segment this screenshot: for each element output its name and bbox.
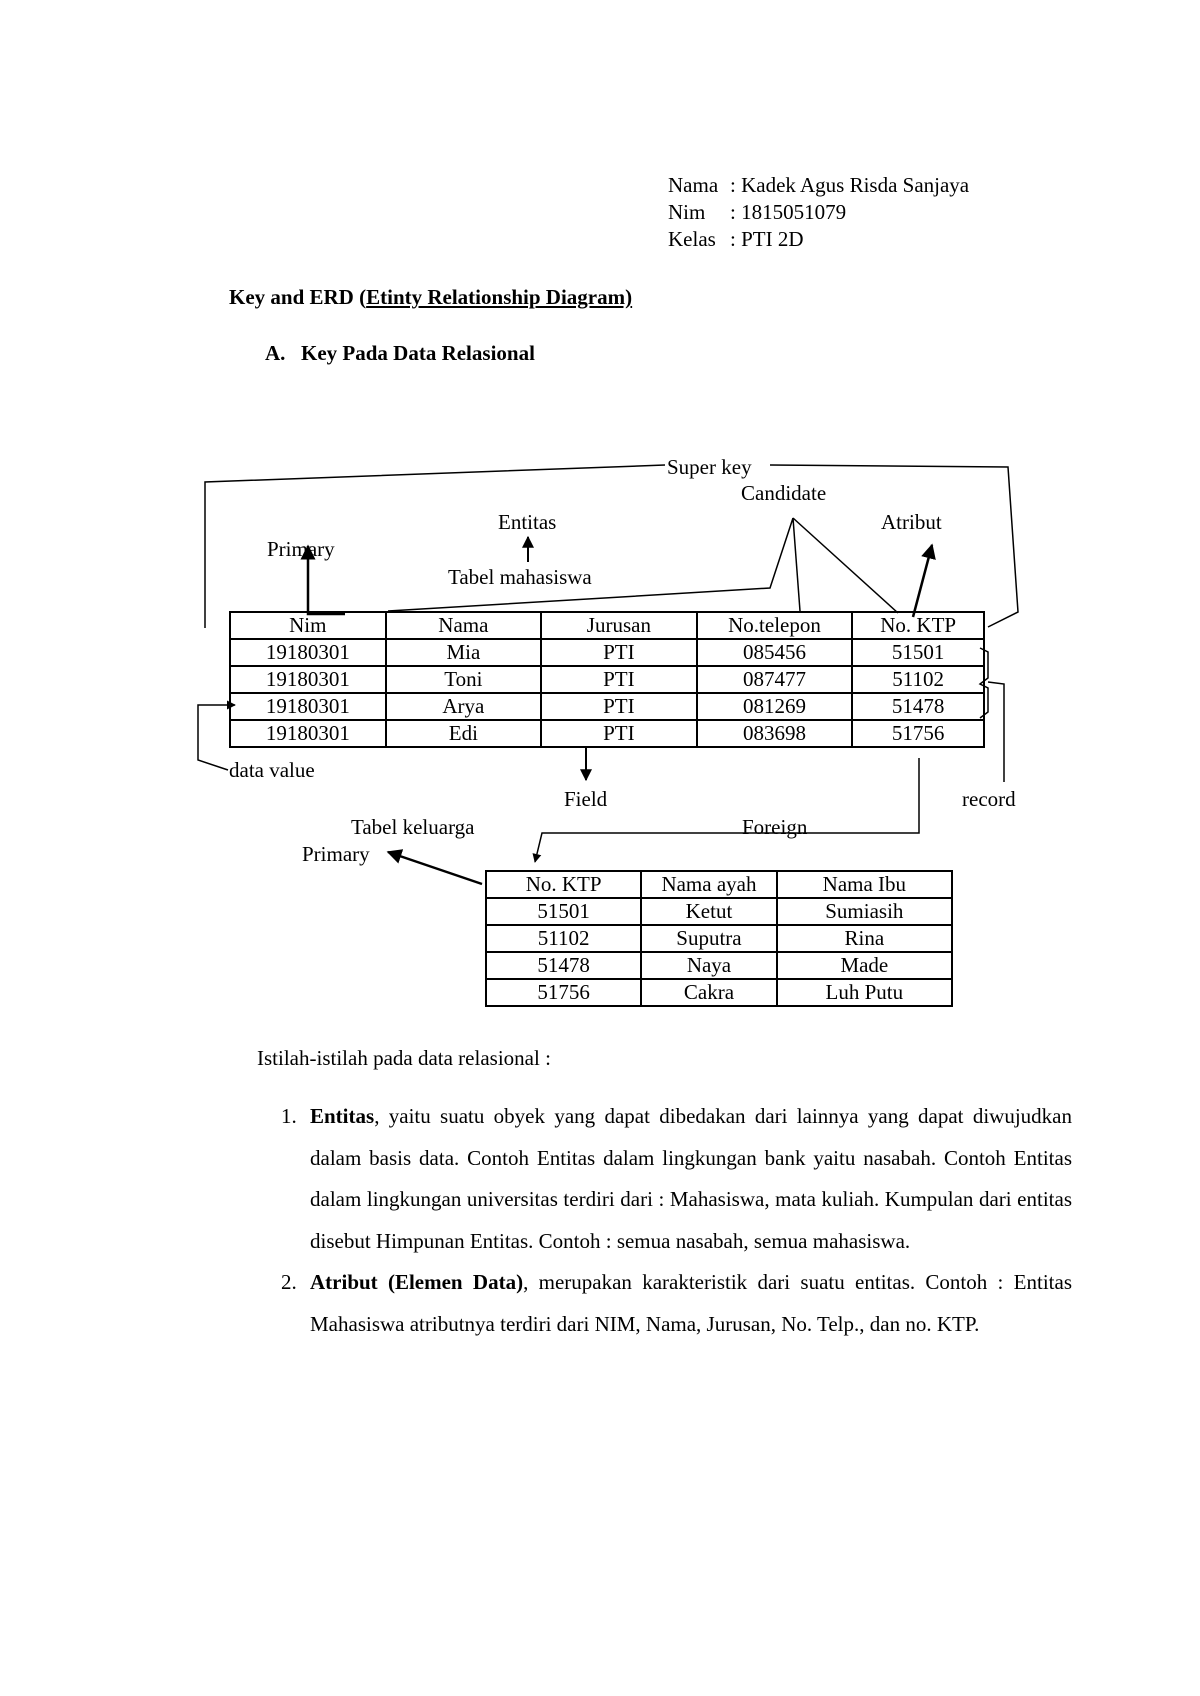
table-cell: Sumiasih	[777, 898, 952, 925]
table-cell: 51501	[486, 898, 641, 925]
intro-text: Istilah-istilah pada data relasional :	[257, 1046, 551, 1070]
field-label: Field	[564, 787, 608, 811]
foreign-label: Foreign	[742, 815, 808, 839]
table-cell: 51756	[852, 720, 984, 747]
table-row	[486, 952, 952, 979]
header-cell: No. KTP	[486, 871, 641, 898]
table-row	[230, 693, 984, 720]
table-cell: 51102	[852, 666, 984, 693]
term-name: Atribut (Elemen Data)	[310, 1270, 524, 1294]
table-cell: 51478	[852, 693, 984, 720]
table-cell: Ketut	[641, 898, 776, 925]
primary-top-label: Primary	[267, 537, 335, 561]
primary-bottom-label: Primary	[302, 842, 370, 866]
list-item	[302, 1096, 1072, 1262]
table-cell: Suputra	[641, 925, 776, 952]
list-item	[302, 1262, 1072, 1345]
section-a-text: Key Pada Data Relasional	[301, 341, 535, 365]
terms-list	[262, 1096, 1072, 1345]
table-cell: 081269	[697, 693, 853, 720]
tabel-keluarga-label: Tabel keluarga	[351, 815, 475, 839]
table-cell: PTI	[541, 639, 697, 666]
table-cell: 51501	[852, 639, 984, 666]
table-cell: Cakra	[641, 979, 776, 1006]
header-cell: Nim	[230, 612, 386, 639]
table-row	[486, 925, 952, 952]
table-cell: 087477	[697, 666, 853, 693]
term-description: , merupakan karakteristik dari suatu entitas. Contoh : Entitas Mahasiswa atributnya terdiri dari NIM, Nama, Jurusan, No. Telp., dan no. KTP.	[310, 1270, 1073, 1336]
table-cell: 51102	[486, 925, 641, 952]
table-cell: Edi	[386, 720, 541, 747]
section-a-marker: A.	[265, 341, 286, 365]
candidate-label: Candidate	[741, 481, 827, 505]
table-cell: 51756	[486, 979, 641, 1006]
table-cell: 51478	[486, 952, 641, 979]
table-cell: 19180301	[230, 720, 386, 747]
table-cell: PTI	[541, 693, 697, 720]
table-cell: 085456	[697, 639, 853, 666]
title-prefix: Key and ERD (	[229, 285, 367, 309]
primary-bottom-arrow	[388, 852, 482, 884]
atribut-label: Atribut	[881, 510, 942, 534]
table-cell: Toni	[386, 666, 541, 693]
table-header-row	[230, 612, 984, 639]
record-bracket-outer	[988, 682, 1004, 782]
header-cell: Jurusan	[541, 612, 697, 639]
table-row	[486, 898, 952, 925]
kelas-label: Kelas	[668, 227, 716, 251]
table-cell: PTI	[541, 666, 697, 693]
header-cell: No.telepon	[697, 612, 853, 639]
table-row	[230, 666, 984, 693]
super-key-label: Super key	[667, 455, 752, 479]
table-cell: Luh Putu	[777, 979, 952, 1006]
header-cell: Nama Ibu	[777, 871, 952, 898]
record-label: record	[962, 787, 1016, 811]
data-value-label: data value	[229, 758, 315, 782]
table-cell: Made	[777, 952, 952, 979]
term-description: , yaitu suatu obyek yang dapat dibedakan dari lainnya yang dapat diwujudkan dalam basis data. Contoh Entitas dalam lingkungan bank yaitu nasabah. Contoh Entitas dalam lingkungan universitas terdiri dari : Mahasiswa, mata kuliah. Kumpulan dari entitas disebut Himpunan Entitas. Contoh : semua nasabah, semua mahasiswa.	[310, 1104, 1072, 1253]
table-header-row	[486, 871, 952, 898]
kelas-value: : PTI 2D	[730, 227, 804, 251]
table-cell: Mia	[386, 639, 541, 666]
atribut-arrow	[913, 545, 932, 617]
tabel-mahasiswa-label: Tabel mahasiswa	[448, 565, 592, 589]
nim-value: : 1815051079	[730, 200, 847, 224]
tabel-keluarga	[485, 870, 953, 1007]
table-cell: PTI	[541, 720, 697, 747]
table-cell: 19180301	[230, 666, 386, 693]
header-cell: Nama ayah	[641, 871, 776, 898]
tabel-mahasiswa	[229, 611, 985, 748]
table-cell: 19180301	[230, 693, 386, 720]
nim-label: Nim	[668, 200, 706, 224]
title-underlined: Etinty Relationship Diagram)	[366, 285, 633, 309]
header-cell: No. KTP	[852, 612, 984, 639]
table-row	[230, 639, 984, 666]
candidate-line-telepon	[793, 518, 800, 611]
nama-value: : Kadek Agus Risda Sanjaya	[730, 173, 970, 197]
table-row	[486, 979, 952, 1006]
table-cell: 19180301	[230, 639, 386, 666]
term-name: Entitas	[310, 1104, 375, 1128]
table-cell: Naya	[641, 952, 776, 979]
table-cell: Rina	[777, 925, 952, 952]
entitas-label: Entitas	[498, 510, 557, 534]
header-cell: Nama	[386, 612, 541, 639]
table-row	[230, 720, 984, 747]
nama-label: Nama	[668, 173, 719, 197]
table-cell: Arya	[386, 693, 541, 720]
table-cell: 083698	[697, 720, 853, 747]
